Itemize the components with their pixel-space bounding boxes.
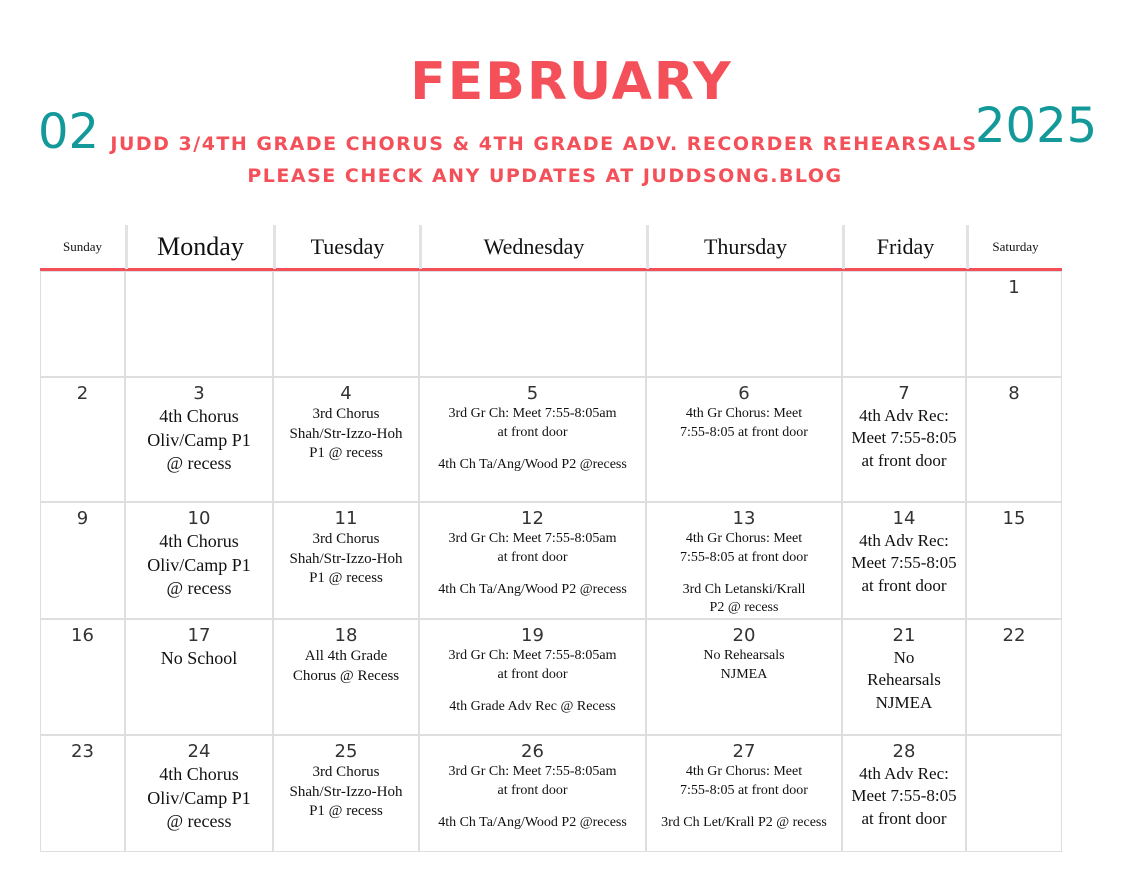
day-cell[interactable]: [646, 271, 842, 377]
event-line: P1 @ recess: [309, 445, 383, 462]
event-line: 3rd Chorus: [312, 764, 380, 781]
event-line: 7:55-8:05 at front door: [680, 424, 808, 440]
event: [293, 647, 399, 686]
day-cell[interactable]: [646, 502, 842, 619]
event: [438, 456, 627, 474]
event-line: No: [893, 648, 915, 668]
day-header-saturday: Saturday: [966, 225, 1062, 269]
subtitle: JUDD 3/4TH GRADE CHORUS & 4TH GRADE ADV. RECORDER REHEARSALS: [110, 133, 978, 155]
event: [683, 581, 806, 617]
event: [449, 647, 617, 683]
event-line: 4th Chorus: [159, 531, 239, 552]
date-number: 13: [732, 508, 756, 529]
date-number: 17: [187, 625, 211, 646]
day-cell[interactable]: [419, 271, 646, 377]
day-cell[interactable]: [40, 619, 125, 735]
day-cell[interactable]: [419, 377, 646, 502]
day-cell[interactable]: [842, 377, 966, 502]
event-line: 4th Chorus: [159, 764, 239, 785]
event: [147, 763, 251, 833]
event-line: 3rd Gr Ch: Meet 7:55-8:05am: [448, 406, 617, 422]
event: [438, 581, 627, 599]
day-header-friday: Friday: [842, 225, 966, 269]
day-cell[interactable]: [125, 502, 273, 619]
date-number: 6: [738, 383, 750, 404]
day-cell[interactable]: [966, 735, 1062, 852]
date-number: 9: [76, 508, 89, 529]
day-cell[interactable]: [40, 735, 125, 852]
event: [438, 814, 627, 832]
day-cell[interactable]: [273, 271, 419, 377]
event-line: 4th Gr Chorus: Meet: [685, 406, 803, 422]
event: [289, 763, 402, 822]
date-number: 1: [1008, 277, 1020, 298]
event-line: 3rd Ch Letanski/Krall: [682, 581, 806, 597]
date-number: 22: [1002, 625, 1026, 646]
date-number: 11: [334, 508, 358, 529]
event-line: NJMEA: [875, 692, 933, 712]
day-cell[interactable]: [966, 619, 1062, 735]
event-line: Rehearsals: [867, 670, 941, 690]
day-cell[interactable]: [40, 271, 125, 377]
event-line: at front door: [497, 424, 568, 440]
event-line: Shah/Str-Izzo-Hoh: [289, 550, 403, 567]
event: [449, 405, 617, 441]
event-line: at front door: [497, 666, 568, 682]
date-number: 19: [521, 625, 544, 646]
page-title: FEBRUARY: [410, 52, 733, 112]
event-line: Meet 7:55-8:05: [851, 428, 957, 448]
event-line: 4th Adv Rec:: [859, 764, 949, 784]
event: [680, 405, 808, 441]
event-line: 4th Chorus: [159, 406, 239, 427]
year: 2025: [975, 98, 1098, 154]
month-number: 02: [38, 104, 100, 160]
day-cell[interactable]: [966, 271, 1062, 377]
event: [661, 814, 827, 832]
day-cell[interactable]: [842, 619, 966, 735]
event-line: @ recess: [166, 811, 232, 832]
date-number: 14: [892, 508, 916, 529]
date-number: 3: [193, 383, 205, 404]
event-line: 7:55-8:05 at front door: [680, 549, 808, 565]
event: [703, 647, 784, 683]
event-line: at front door: [861, 450, 947, 470]
event-line: No School: [160, 648, 238, 669]
event-line: 3rd Chorus: [312, 531, 380, 548]
date-number: 16: [71, 625, 94, 646]
date-number: 12: [521, 508, 544, 529]
event-line: P1 @ recess: [309, 570, 383, 587]
event-line: 7:55-8:05 at front door: [680, 782, 808, 798]
event: [680, 763, 808, 799]
event: [289, 405, 402, 464]
date-number: 5: [526, 383, 539, 404]
event-line: Oliv/Camp P1: [147, 787, 251, 808]
day-cell[interactable]: [646, 377, 842, 502]
day-cell[interactable]: [273, 502, 419, 619]
event-line: 4th Gr Chorus: Meet: [685, 531, 803, 547]
date-number: 21: [892, 625, 916, 646]
event-line: 4th Ch Ta/Ang/Wood P2 @recess: [438, 456, 627, 472]
event: [449, 698, 615, 716]
date-number: 27: [732, 741, 756, 762]
event: [147, 530, 251, 600]
day-cell[interactable]: [966, 502, 1062, 619]
event-line: Oliv/Camp P1: [147, 429, 251, 450]
date-number: 8: [1008, 383, 1020, 404]
date-number: 25: [334, 741, 358, 762]
event-line: at front door: [497, 549, 568, 565]
event-line: All 4th Grade: [304, 648, 388, 665]
day-cell[interactable]: [125, 377, 273, 502]
event-line: 3rd Ch Let/Krall P2 @ recess: [661, 814, 827, 830]
day-header-sunday: Sunday: [63, 239, 102, 254]
event-line: 4th Adv Rec:: [859, 531, 949, 551]
event-line: 3rd Gr Ch: Meet 7:55-8:05am: [448, 531, 617, 547]
day-cell[interactable]: [273, 619, 419, 735]
event-line: No Rehearsals: [703, 648, 785, 664]
update-notice: PLEASE CHECK ANY UPDATES AT JUDDSONG.BLOG: [247, 165, 843, 187]
day-header-thursday: Thursday: [646, 225, 842, 269]
day-cell[interactable]: [646, 619, 842, 735]
date-number: 7: [898, 383, 910, 404]
event: [161, 647, 238, 670]
event-line: Chorus @ Recess: [292, 667, 400, 684]
day-cell[interactable]: [273, 735, 419, 852]
event-line: 4th Grade Adv Rec @ Recess: [449, 698, 616, 714]
event: [851, 763, 956, 829]
day-cell[interactable]: [646, 735, 842, 852]
day-cell[interactable]: [40, 502, 125, 619]
day-cell[interactable]: [419, 619, 646, 735]
event-line: @ recess: [166, 453, 232, 474]
event-line: 3rd Gr Ch: Meet 7:55-8:05am: [448, 764, 617, 780]
event: [680, 530, 808, 566]
event-line: Meet 7:55-8:05: [851, 553, 957, 573]
day-header-monday: Monday: [125, 225, 273, 269]
day-cell[interactable]: [842, 502, 966, 619]
event-line: NJMEA: [720, 666, 768, 682]
event-line: @ recess: [166, 578, 232, 599]
date-number: 15: [1002, 508, 1026, 529]
event-line: at front door: [497, 782, 568, 798]
event: [851, 405, 956, 471]
event-line: at front door: [861, 808, 947, 828]
event-line: Oliv/Camp P1: [147, 554, 251, 575]
event-line: P2 @ recess: [709, 599, 779, 615]
day-header-tuesday: Tuesday: [273, 225, 419, 269]
event: [867, 647, 941, 713]
day-cell[interactable]: [125, 735, 273, 852]
day-cell[interactable]: [966, 377, 1062, 502]
event-line: Meet 7:55-8:05: [851, 786, 957, 806]
event-line: Shah/Str-Izzo-Hoh: [289, 783, 403, 800]
day-cell[interactable]: [419, 735, 646, 852]
event-line: 4th Gr Chorus: Meet: [685, 764, 803, 780]
date-number: 26: [521, 741, 544, 762]
event: [147, 405, 251, 475]
date-number: 2: [76, 383, 89, 404]
date-number: 28: [892, 741, 916, 762]
day-cell[interactable]: [125, 619, 273, 735]
calendar-grid: [40, 225, 1062, 852]
event-line: 4th Ch Ta/Ang/Wood P2 @recess: [438, 814, 627, 830]
date-number: 24: [187, 741, 211, 762]
date-number: 18: [334, 625, 358, 646]
date-number: 20: [732, 625, 756, 646]
day-cell[interactable]: [842, 271, 966, 377]
event-line: Shah/Str-Izzo-Hoh: [289, 425, 403, 442]
event-line: P1 @ recess: [309, 803, 383, 820]
day-cell[interactable]: [419, 502, 646, 619]
date-number: 23: [71, 741, 94, 762]
date-number: 10: [187, 508, 211, 529]
event-line: at front door: [861, 575, 947, 595]
day-cell[interactable]: [40, 377, 125, 502]
event-line: 3rd Gr Ch: Meet 7:55-8:05am: [448, 648, 617, 664]
event: [449, 530, 617, 566]
event: [289, 530, 402, 589]
day-cell[interactable]: [842, 735, 966, 852]
event-line: 4th Ch Ta/Ang/Wood P2 @recess: [438, 581, 627, 597]
event: [851, 530, 956, 596]
event: [449, 763, 617, 799]
event-line: 3rd Chorus: [312, 406, 380, 423]
date-number: 4: [340, 383, 352, 404]
event-line: 4th Adv Rec:: [859, 406, 949, 426]
day-header-wednesday: Wednesday: [419, 225, 646, 269]
day-cell[interactable]: [273, 377, 419, 502]
day-cell[interactable]: [125, 271, 273, 377]
